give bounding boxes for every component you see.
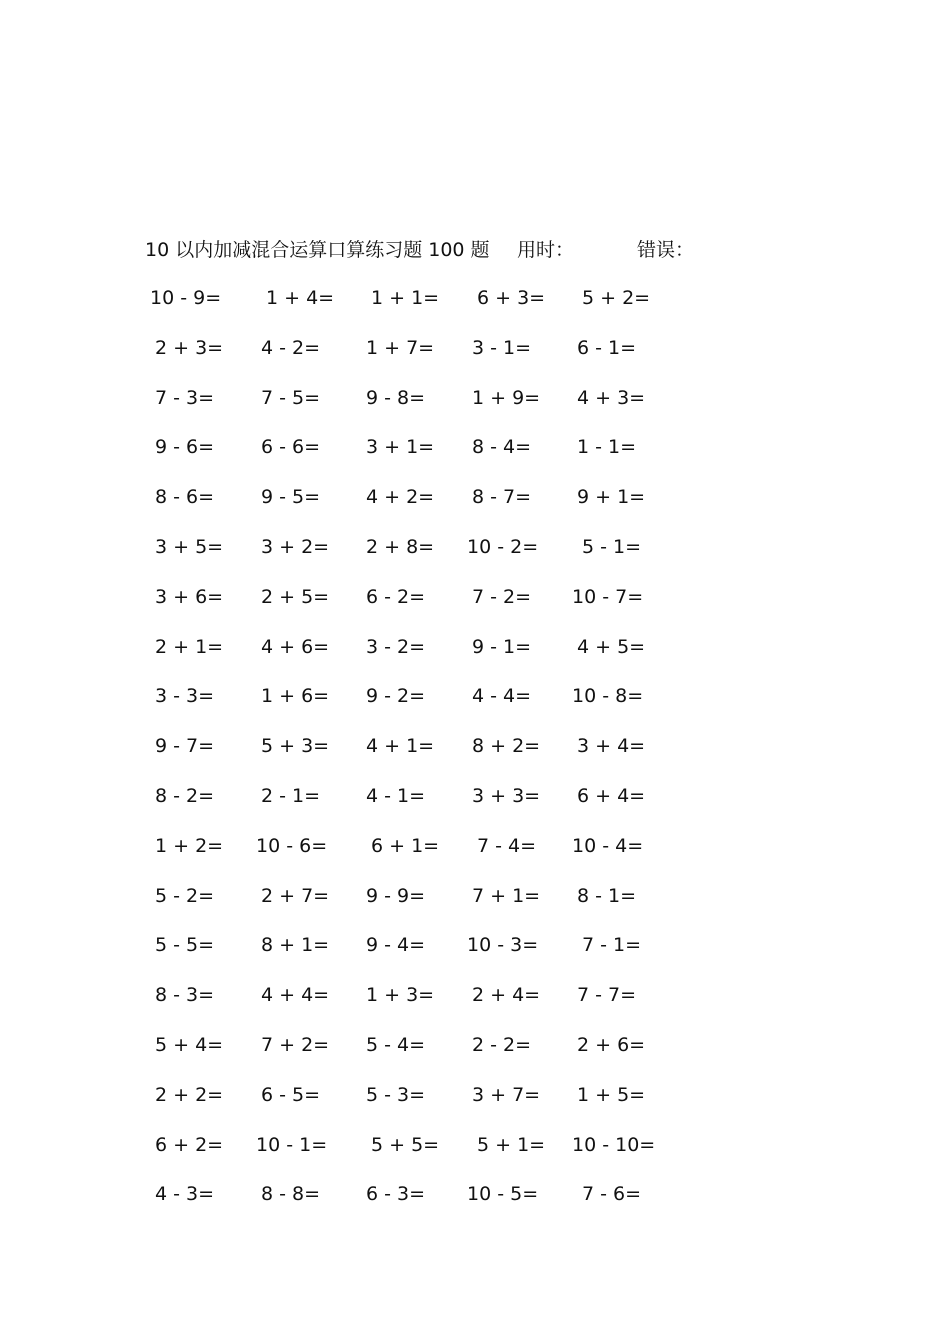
problem-item: 9 - 7= [155,735,215,758]
problem-item: 2 + 2= [155,1083,224,1106]
problem-row [0,732,760,782]
problem-row [0,533,760,583]
problem-item: 8 - 3= [155,984,215,1007]
problem-row [0,483,760,533]
problem-item: 1 + 7= [366,336,435,359]
problem-item: 6 - 5= [261,1083,321,1106]
problem-item: 4 + 6= [261,635,330,658]
problem-item: 5 + 1= [477,1133,546,1156]
worksheet-header [145,236,785,264]
problem-item: 4 - 3= [155,1183,215,1206]
problem-item: 5 + 3= [261,735,330,758]
problem-item: 9 - 1= [472,635,532,658]
problem-item: 7 + 2= [261,1033,330,1056]
problem-item: 8 - 6= [155,486,215,509]
problem-item: 10 - 6= [256,834,328,857]
problem-item: 8 - 8= [261,1183,321,1206]
problem-item: 9 - 8= [366,386,426,409]
problem-row [0,334,760,384]
worksheet-title: 10 以内加减混合运算口算练习题 100 题 [145,239,490,261]
problem-item: 8 + 1= [261,934,330,957]
problem-item: 7 - 1= [582,934,642,957]
problem-item: 9 - 9= [366,884,426,907]
problem-row [0,633,760,683]
problem-grid [0,284,760,1230]
problem-item: 5 - 5= [155,934,215,957]
problem-row [0,433,760,483]
problem-item: 9 - 5= [261,486,321,509]
problem-item: 8 - 4= [472,436,532,459]
problem-row [0,682,760,732]
problem-item: 4 + 4= [261,984,330,1007]
problem-item: 8 - 1= [577,884,637,907]
problem-item: 6 + 4= [577,784,646,807]
problem-item: 1 + 1= [371,287,440,309]
problem-item: 4 - 2= [261,336,321,359]
problem-item: 3 + 1= [366,436,435,459]
problem-item: 10 - 10= [572,1133,656,1156]
problem-item: 10 - 3= [467,934,539,957]
problem-item: 9 - 6= [155,436,215,459]
problem-row [0,1031,760,1081]
problem-row [0,583,760,633]
problem-item: 2 + 1= [155,635,224,658]
problem-item: 7 - 3= [155,386,215,409]
problem-item: 2 + 8= [366,535,435,558]
problem-item: 9 + 1= [577,486,646,509]
problem-item: 1 + 9= [472,386,541,409]
problem-item: 4 + 2= [366,486,435,509]
problem-item: 7 + 1= [472,884,541,907]
problem-item: 2 + 5= [261,585,330,608]
problem-item: 3 + 2= [261,535,330,558]
problem-item: 6 - 6= [261,436,321,459]
problem-item: 4 + 1= [366,735,435,758]
problem-item: 3 + 4= [577,735,646,758]
problem-row [0,384,760,434]
problem-item: 9 - 2= [366,685,426,708]
problem-item: 10 - 9= [150,287,222,309]
problem-item: 5 + 2= [582,287,651,309]
problem-item: 10 - 4= [572,834,644,857]
problem-item: 6 - 3= [366,1183,426,1206]
problem-item: 5 + 4= [155,1033,224,1056]
problem-item: 1 - 1= [577,436,637,459]
errors-label: 错误： [637,239,695,261]
problem-item: 1 + 6= [261,685,330,708]
problem-item: 6 - 2= [366,585,426,608]
problem-item: 8 - 2= [155,784,215,807]
problem-item: 7 - 7= [577,984,637,1007]
problem-item: 5 + 5= [371,1133,440,1156]
problem-item: 7 - 4= [477,834,537,857]
problem-item: 5 - 4= [366,1033,426,1056]
problem-item: 4 + 5= [577,635,646,658]
problem-item: 3 - 2= [366,635,426,658]
problem-item: 6 + 1= [371,834,440,857]
problem-row [0,284,760,334]
problem-item: 3 + 7= [472,1083,541,1106]
problem-item: 7 - 5= [261,386,321,409]
problem-row [0,1180,760,1230]
problem-item: 2 + 6= [577,1033,646,1056]
problem-item: 7 - 6= [582,1183,642,1206]
problem-item: 4 - 4= [472,685,532,708]
problem-item: 2 + 4= [472,984,541,1007]
time-used-label: 用时： [517,239,575,261]
problem-item: 3 + 5= [155,535,224,558]
problem-item: 2 + 7= [261,884,330,907]
problem-item: 3 + 6= [155,585,224,608]
problem-item: 2 + 3= [155,336,224,359]
problem-item: 9 - 4= [366,934,426,957]
problem-item: 1 + 5= [577,1083,646,1106]
problem-row [0,931,760,981]
problem-item: 6 - 1= [577,336,637,359]
problem-item: 3 - 1= [472,336,532,359]
problem-item: 3 + 3= [472,784,541,807]
problem-item: 5 - 1= [582,535,642,558]
problem-item: 8 + 2= [472,735,541,758]
problem-item: 8 - 7= [472,486,532,509]
problem-item: 10 - 2= [467,535,539,558]
problem-item: 5 - 3= [366,1083,426,1106]
problem-item: 1 + 4= [266,287,335,309]
problem-item: 3 - 3= [155,685,215,708]
problem-item: 5 - 2= [155,884,215,907]
problem-row [0,1131,760,1181]
problem-item: 1 + 3= [366,984,435,1007]
problem-item: 10 - 1= [256,1133,328,1156]
problem-item: 6 + 2= [155,1133,224,1156]
problem-item: 6 + 3= [477,287,546,309]
problem-row [0,1081,760,1131]
problem-item: 10 - 8= [572,685,644,708]
problem-row [0,882,760,932]
problem-item: 1 + 2= [155,834,224,857]
problem-item: 7 - 2= [472,585,532,608]
problem-row [0,782,760,832]
problem-row [0,981,760,1031]
problem-item: 10 - 5= [467,1183,539,1206]
problem-item: 4 + 3= [577,386,646,409]
problem-item: 4 - 1= [366,784,426,807]
problem-item: 2 - 1= [261,784,321,807]
problem-item: 2 - 2= [472,1033,532,1056]
problem-row [0,832,760,882]
problem-item: 10 - 7= [572,585,644,608]
